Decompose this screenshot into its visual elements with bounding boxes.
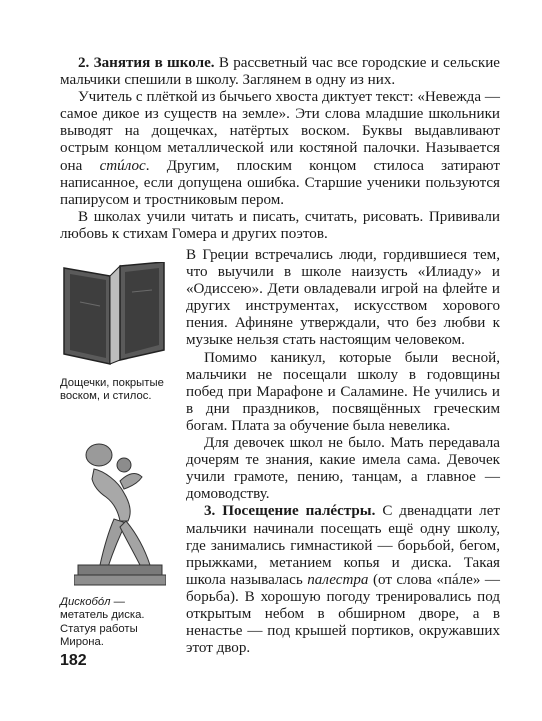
paragraph-section-3 (186, 503, 500, 657)
teacher-text-end: . Другим, плоским концом стилоса затирают написанное, если допущена ошибка. Старшие ученики пользуются папирусом и тростниковым пером. (60, 157, 500, 208)
teacher-text: Учитель с плёткой из бычьего хвоста диктует текст: «Невежда — самое дикое из существ на земле». Эти слова младшие школьники выводят на дощечках, натёртых воском. Буквы выдавливают острым концом металлической или костяной палочки. Называется она (60, 89, 500, 174)
paragraph-holidays: Помимо каникул, которые были весной, мальчики не посещали школу в годовщины побед при Марафоне и Саламине. Не учились и в дни праздников, посвящённых греческим богам. Плата за обучение была невелика. (186, 349, 500, 434)
wax-tablets-illustration (60, 262, 168, 368)
palestra-term: палестра (307, 571, 369, 588)
paragraph-girls: Для девочек школ не было. Мать передавала дочерям те знания, какие имела сама. Девочек учили грамоте, пению, танцам, а главное — домоводству. (186, 435, 500, 503)
page-number: 182 (60, 652, 87, 669)
paragraph-teacher (60, 89, 500, 209)
discobolus-caption-text: — метатель диска. Статуя работы Мирона. (60, 596, 145, 648)
section-3-text-end: (от слова «пáле» — борьба). В хорошую погоду тренировались под открытым небом в обширном дворе, а в ненастье — под крышей портиков, окружавших этот двор. (186, 571, 501, 657)
main-text-top (60, 55, 500, 243)
discobolus-statue-illustration (74, 441, 166, 587)
section-3-text: С двенадцати лет мальчики начинали посещать ещё одну школу, где занимались гимнастикой — борьбой, бегом, прыжками, метанием копья и диска. Такая школа называлась (186, 503, 500, 588)
discobolus-term: Дискобóл (60, 596, 111, 608)
section-2-heading: 2. Занятия в школе. (78, 55, 215, 71)
wax-tablets-figure (60, 262, 168, 368)
wax-tablets-caption: Дощечки, покрытые воском, и стилос. (60, 377, 164, 403)
section-2-intro-text: В рассветный час все городские и сельские мальчики спешили в школу. Заглянем в одну из них. (60, 55, 500, 89)
discobolus-caption (60, 596, 170, 649)
discobolus-figure (74, 441, 166, 587)
paragraph-section-2-intro (60, 55, 500, 89)
paragraph-subjects: В школах учили читать и писать, считать, рисовать. Прививали любовь к стихам Гомера и других поэтов. (60, 208, 500, 242)
stylos-term: стúлос (99, 157, 146, 174)
section-3-heading: 3. Посещение палéстры. (204, 503, 376, 520)
main-text-side (186, 247, 500, 657)
paragraph-greeks: В Греции встречались люди, гордившиеся тем, что выучили в школе наизусть «Илиаду» и «Одиссею». Дети овладевали игрой на флейте и других инструментах, искусством хорового пения. Афиняне утверждали, что без любви к музыке нельзя стать настоящим человеком. (186, 247, 500, 349)
